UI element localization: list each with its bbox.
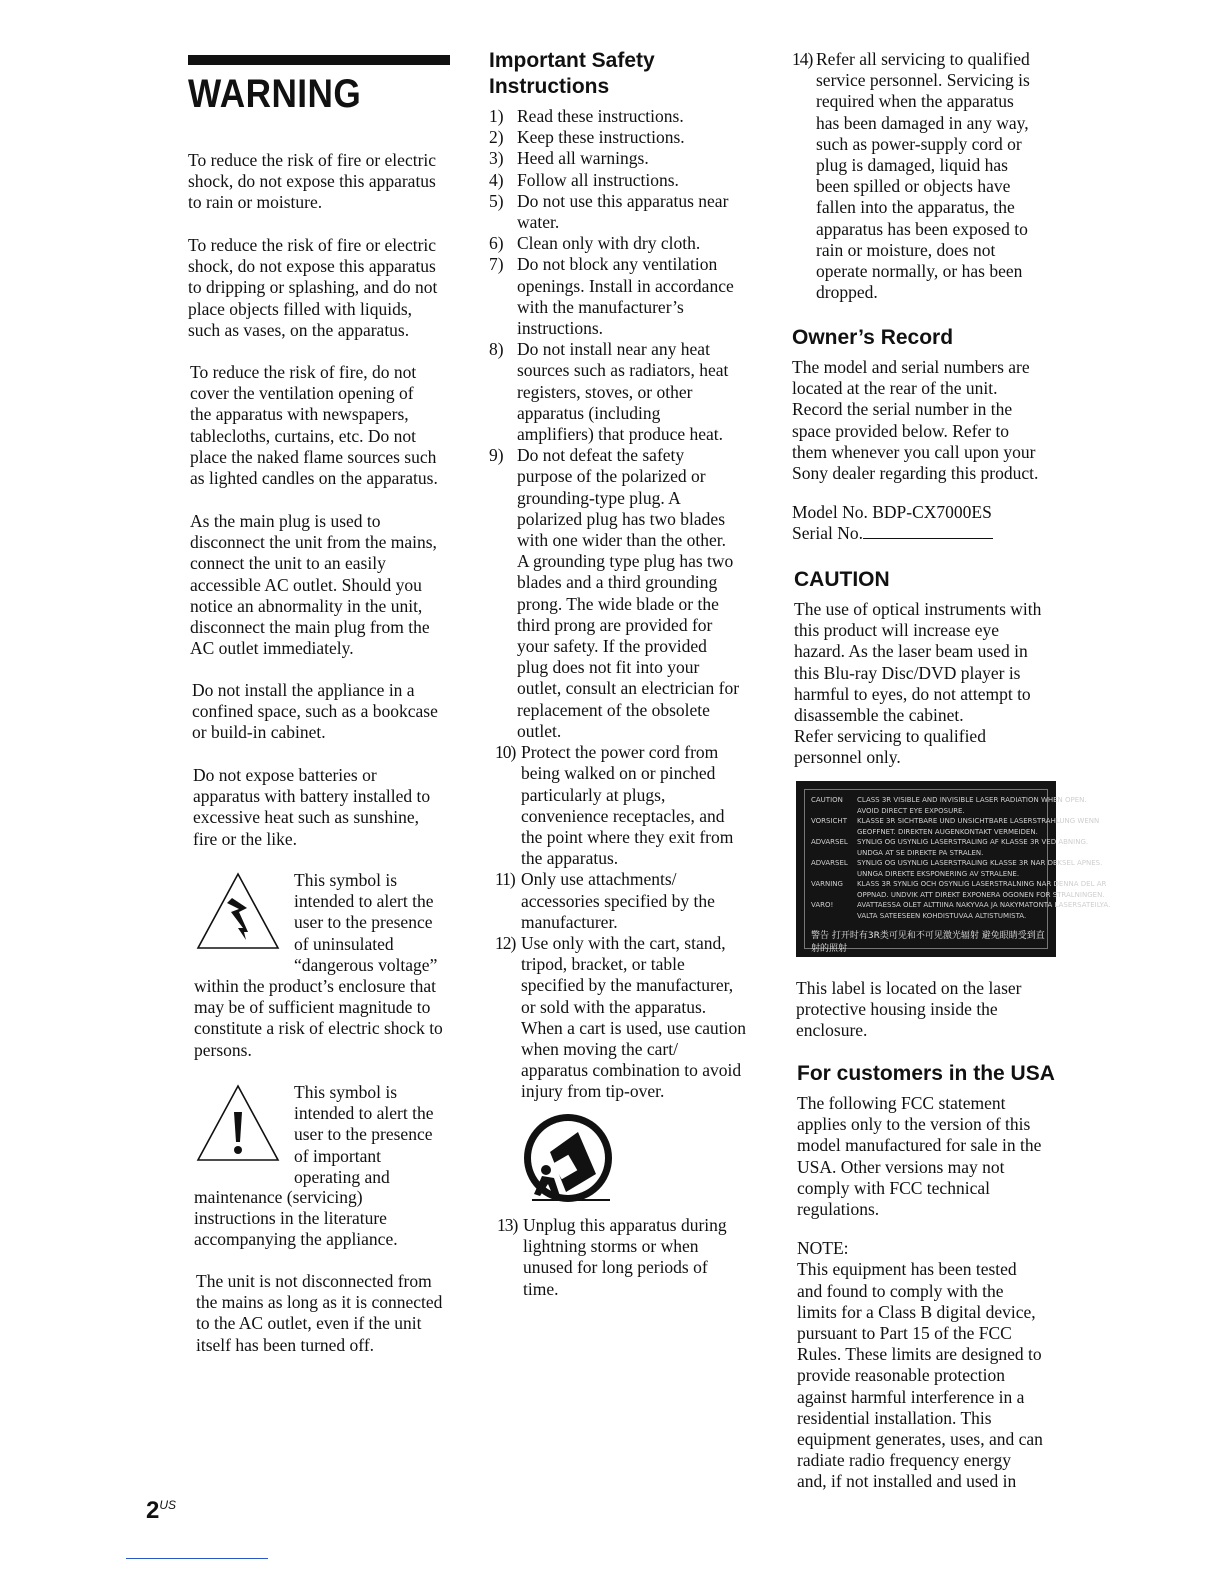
label-row: VARNING KLASS 3R SYNLIG OCH OSYNLIG LASERSTRALNING NAR DENNA DEL AR (811, 880, 1107, 888)
safety-item-13 (489, 1215, 764, 1300)
label-row: AVOID DIRECT EYE EXPOSURE. (857, 806, 965, 815)
model-number: Model No. BDP-CX7000ES (792, 502, 992, 523)
label-row: VALTA SATEESEEN KOHDISTUVAA ALTISTUMISTA. (857, 911, 1027, 920)
safety-instructions-list (489, 106, 764, 1103)
warning-paragraph: As the main plug is used to disconnect the unit from the mains, connect the unit to an easily accessible AC outlet. Should you notice an abnormality in the unit, disconnect the main plug from the AC outlet immediately. (190, 511, 437, 659)
list-item: 1) Read these instructions. (489, 106, 684, 126)
lightning-triangle-icon (194, 870, 282, 952)
warning-paragraph: To reduce the risk of fire, do not cover the ventilation opening of the apparatus with newspapers, tablecloths, curtains, etc. Do not place the naked flame sources such as lighted candles on the apparatus. (190, 362, 438, 489)
label-row: CAUTION CLASS 3R VISIBLE AND INVISIBLE LASER RADIATION WHEN OPEN. (811, 796, 1087, 804)
warning-paragraph: Do not install the appliance in a confined space, such as a bookcase or build-in cabinet. (192, 680, 438, 743)
list-item: 4) Follow all instructions. (489, 169, 679, 190)
label-row: ADVARSEL SYNLIG OG USYNLIG LASERSTRALING AF KLASSE 3R VED ABNING. (811, 838, 1089, 846)
safety-heading: Important Safety Instructions (489, 49, 655, 98)
warning-rule (188, 55, 450, 65)
serial-number: Serial No. (792, 523, 1064, 544)
list-item: 8) Do not install near any heat sources such as radiators, heat registers, stoves, or other apparatus (including amplifiers) that produce heat. (489, 339, 729, 445)
list-item: 10) Protect the power cord from being walked on or pinched particularly at plugs, convenience receptacles, and the point where they exit from the apparatus. (495, 742, 734, 869)
label-row: VORSICHT KLASSE 3R SICHTBARE UND UNSICHTBARE LASERSTRAHLUNG WENN (811, 817, 1100, 825)
label-row: VARO! AVATTAESSA OLET ALTTIINA NAKYVAA JA NAKYMATONTA LASERSATEILYA. (811, 901, 1111, 909)
list-item: 5) Do not use this apparatus near water. (489, 190, 729, 233)
usa-title: For customers in the USA (797, 1062, 1055, 1085)
list-item: 12) Use only with the cart, stand, tripod, bracket, or table specified by the manufacturer, or sold with the apparatus. When a cart is used, use caution when moving the cart/ apparatus combination to avoid injury from tip-over. (495, 932, 746, 1102)
caution-title: CAUTION (794, 568, 890, 591)
warning-title: WARNING (188, 72, 362, 116)
owners-record-section: Owner’s Record The model and serial numbers are located at the rear of the unit. Record the serial number in the space provided below. Refer to them whenever you call upon your Sony dealer regarding this product. Model No. BDP-CX7000ES Serial No. (792, 325, 1064, 545)
list-item: 9) Do not defeat the safety purpose of the polarized or grounding-type plug. A polarized plug has two blades with one wider than the other. A grounding type plug has two blades and a third grounding prong. The wide blade or the third prong are provided for your safety. If the provided plug does not fit into your outlet, consult an electrician for replacement of the obsolete outlet. (489, 445, 740, 741)
label-cjk-row: 警告 打开时有3R类可见和不可见激光辐射 避免眼睛受到直射的照射 (811, 931, 1045, 954)
laser-warning-label (796, 781, 1111, 957)
warning-paragraph: The unit is not disconnected from the mains as long as it is connected to the AC outlet, even if the unit itself has been turned off. (196, 1271, 443, 1355)
label-location-note: This label is located on the laser protective housing inside the enclosure. (796, 978, 1022, 1041)
serial-blank (863, 524, 993, 539)
label-row: UNDGA AT SE DIREKTE PA STRALEN. (857, 848, 984, 857)
cart-warning-icon (520, 1112, 616, 1208)
note-heading: NOTE: (797, 1238, 849, 1259)
list-item: 7) Do not block any ventilation openings. Install in accordance with the manufacturer’s instructions. (489, 254, 734, 339)
safety-item-14 (792, 49, 1064, 303)
list-item: 2) Keep these instructions. (489, 127, 685, 148)
list-item: 3) Heed all warnings. (489, 148, 649, 169)
label-row: ADVARSEL SYNLIG OG USYNLIG LASERSTRALING KLASSE 3R NAR DEKSEL APNES. (811, 859, 1103, 867)
list-item: 13) Unplug this apparatus during lightning storms or when unused for long periods of time. (497, 1215, 727, 1299)
label-row: OPPNAD. UNDVIK ATT DIREKT EXPONERA OGONEN FOR STRALNINGEN. (857, 890, 1105, 899)
label-row: UNNGA DIREKTE EKSPONERING AV STRALENE. (857, 869, 1020, 878)
footer-rule (126, 1558, 268, 1559)
caution-section: CAUTION The use of optical instruments with this product will increase eye hazard. As the laser beam used in this Blu-ray Disc/DVD player is harmful to eyes, do not attempt to disassemble the cabinet. Refer servicing to qualified personnel only. (794, 567, 1066, 769)
owners-record-title: Owner’s Record (792, 326, 954, 349)
list-item: 14) Refer all servicing to qualified service personnel. Servicing is required when the apparatus has been damaged in any way, such as power-supply cord or plug is damaged, liquid has been spilled or objects have fallen into the apparatus, the apparatus has been exposed to rain or moisture, does not operate normally, or has been dropped. (792, 49, 1030, 303)
page-number: $2^{US}$ (146, 1497, 177, 1524)
exclamation-triangle-icon (194, 1082, 282, 1164)
warning-paragraph: To reduce the risk of fire or electric shock, do not expose this apparatus to dripping or splashing, and do not place objects filled with liquids, such as vases, on the apparatus. (188, 235, 438, 340)
label-row: GEOFFNET. DIREKTEN AUGENKONTAKT VERMEIDEN. (857, 827, 1038, 836)
list-item: 11) Only use attachments/ accessories specified by the manufacturer. (495, 869, 715, 932)
warning-paragraph: Do not expose batteries or apparatus with battery installed to excessive heat such as sunshine, fire or the like. (193, 765, 431, 849)
warning-paragraph: To reduce the risk of fire or electric shock, do not expose this apparatus to rain or moisture. (188, 150, 437, 213)
usa-customers-section: For customers in the USA The following FCC statement applies only to the version of this model manufactured for sale in the USA. Other versions may not comply with FCC technical regulations. NOTE: This equipment has been tested and found to comply with the limits for a Class B digital device, pursuant to Part 15 of the FCC Rules. These limits are designed to provide reasonable protection against harmful interference in a residential installation. This equipment generates, uses, and can radiate radio frequency energy and, if not installed and used in (797, 1061, 1069, 1493)
list-item: 6) Clean only with dry cloth. (489, 233, 701, 254)
